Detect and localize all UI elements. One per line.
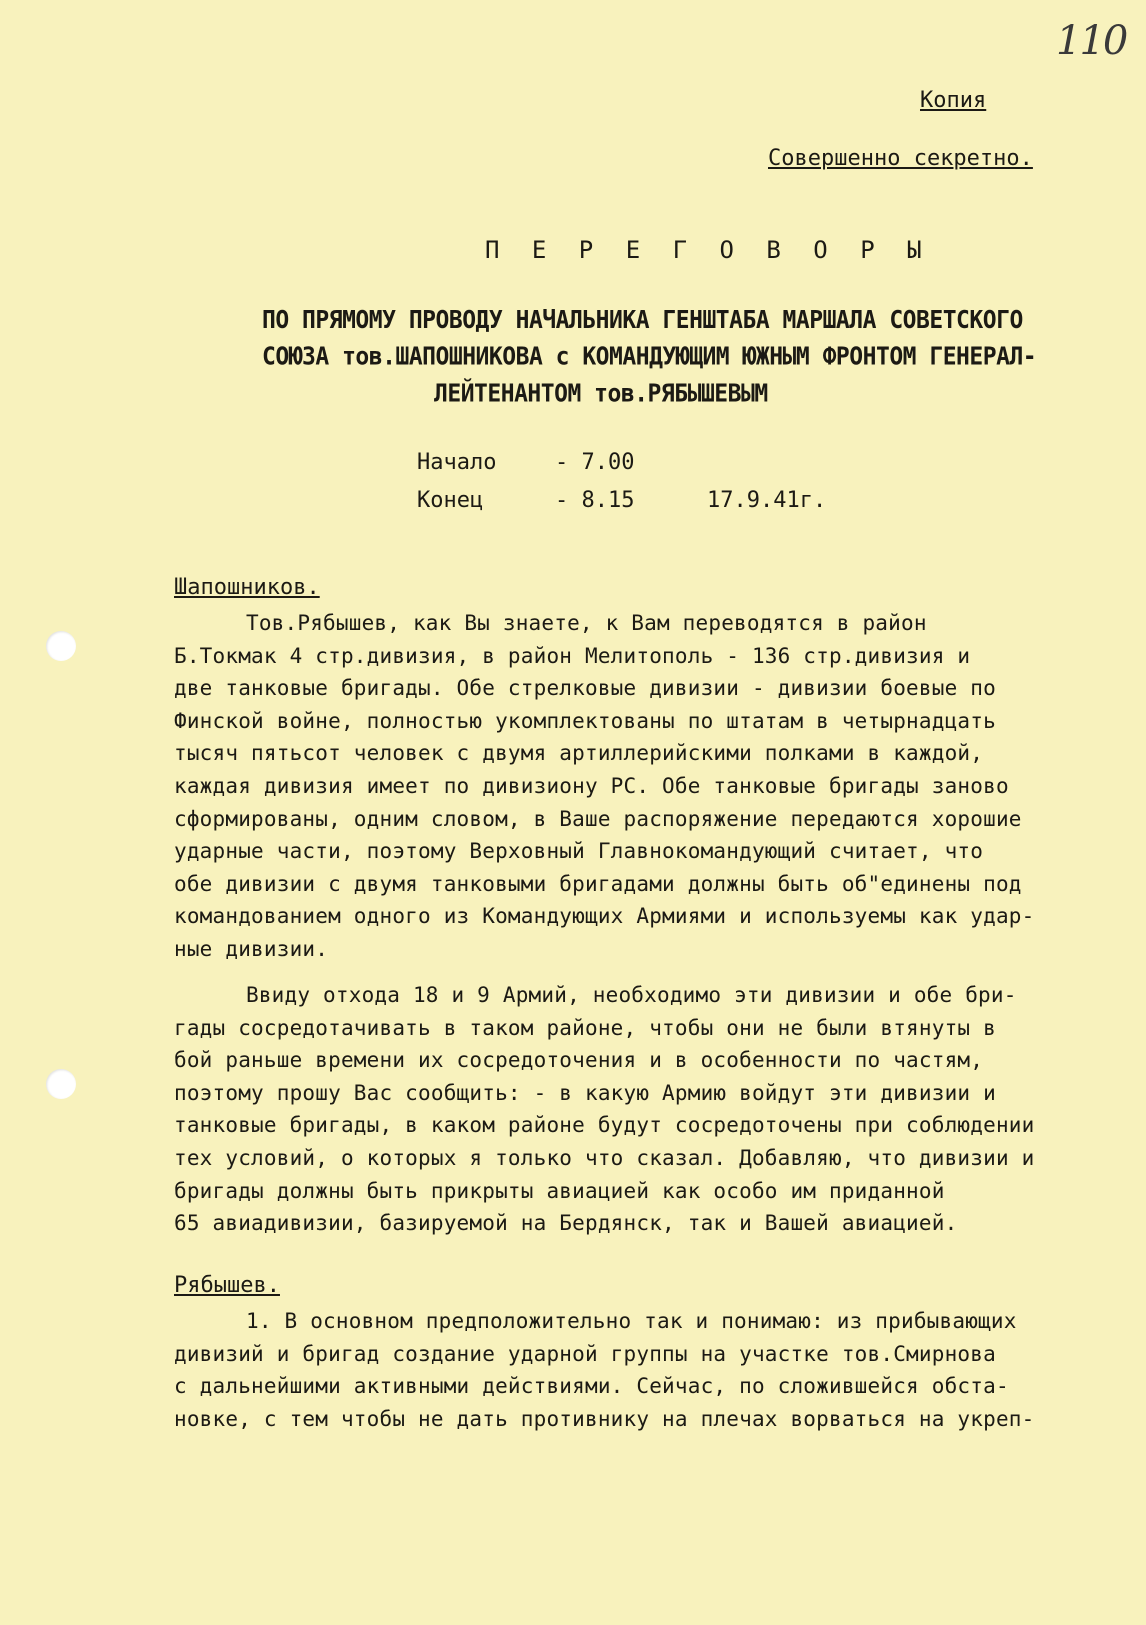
start-label: Начало: [417, 450, 497, 475]
copy-label: Копия: [920, 88, 987, 113]
text-line: тех условий, о которых я только что сказал. Добавляю, что дивизии и: [174, 1145, 1035, 1170]
text-line: 1. В основном предположительно так и понимаю: из прибывающих: [246, 1309, 1017, 1333]
subtitle-line: ПО ПРЯМОМУ ПРОВОДУ НАЧАЛЬНИКА ГЕНШТАБА МАРШАЛА СОВЕТСКОГО: [262, 306, 1023, 335]
text-line: дивизий и бригад создание ударной группы на участке тов.Смирнова: [174, 1341, 996, 1366]
text-line: новке, с тем чтобы не дать противнику на плечах ворваться на укреп-: [174, 1406, 1035, 1431]
text-line: каждая дивизия имеет по дивизиону РС. Обе танковые бригады заново: [174, 773, 1009, 798]
end-label: Конец: [417, 488, 484, 513]
text-line: сформированы, одним словом, в Ваше распоряжение передаются хорошие: [174, 806, 1022, 831]
text-line: 65 авиадивизии, базируемой на Бердянск, так и Вашей авиацией.: [174, 1211, 958, 1236]
end-time-row: [417, 482, 826, 520]
paragraph-3: [174, 1305, 1114, 1435]
document-title: П Е Р Е Г О В О Р Ы: [485, 236, 931, 264]
text-line: танковые бригады, в каком районе будут сосредоточены при соблюдении: [174, 1113, 1035, 1138]
text-line: командованием одного из Командующих Армиями и используемы как удар-: [174, 904, 1035, 929]
start-time-row: [417, 444, 826, 482]
text-line: гады сосредотачивать в таком районе, чтобы они не были втянуты в: [174, 1015, 996, 1040]
text-line: Ввиду отхода 18 и 9 Армий, необходимо эти дивизии и обе бри-: [246, 983, 1017, 1007]
text-line: две танковые бригады. Обе стрелковые дивизии - дивизии боевые по: [174, 676, 996, 701]
speaker-ryabyshev: Рябышев.: [174, 1273, 280, 1298]
text-line: бригады должны быть прикрыты авиацией как особо им приданной: [174, 1178, 945, 1203]
date: 17.9.41г.: [707, 488, 827, 513]
end-value: - 8.15: [555, 488, 635, 513]
punch-hole: [46, 1069, 76, 1099]
paragraph-2: [174, 979, 1114, 1240]
speaker-shaposhnikov: Шапошников.: [174, 575, 320, 600]
text-line: поэтому прошу Вас сообщить: - в какую Армию войдут эти дивизии и: [174, 1080, 996, 1105]
subtitle-line: СОЮЗА тов.ШАПОШНИКОВА с КОМАНДУЮЩИМ ЮЖНЫМ ФРОНТОМ ГЕНЕРАЛ-: [262, 343, 1037, 372]
secrecy-label: Совершенно секретно.: [768, 146, 1033, 171]
text-line: Б.Токмак 4 стр.дивизия, в район Мелитополь - 136 стр.дивизия и: [174, 643, 971, 668]
punch-hole: [46, 631, 76, 661]
text-line: ударные части, поэтому Верховный Главнокомандующий считает, что: [174, 839, 984, 864]
text-line: бой раньше времени их сосредоточения и в особенности по частям,: [174, 1048, 984, 1073]
text-line: тысяч пятьсот человек с двумя артиллерийскими полками в каждой,: [174, 741, 984, 766]
page-number: 110: [1056, 18, 1127, 64]
text-line: Финской войне, полностью укомплектованы по штатам в четырнадцать: [174, 708, 996, 733]
text-line: ные дивизии.: [174, 936, 329, 961]
subtitle-line: ЛЕЙТЕНАНТОМ тов.РЯБЫШЕВЫМ: [434, 379, 768, 408]
time-block: [417, 444, 826, 520]
text-line: обе дивизии с двумя танковыми бригадами должны быть об"единены под: [174, 871, 1022, 896]
start-value: - 7.00: [555, 450, 635, 475]
paragraph-1: [174, 607, 1114, 966]
document-subtitle: [262, 302, 1102, 412]
text-line: Тов.Рябышев, как Вы знаете, к Вам переводятся в район: [246, 611, 927, 635]
text-line: с дальнейшими активными действиями. Сейчас, по сложившейся обста-: [174, 1374, 1009, 1399]
